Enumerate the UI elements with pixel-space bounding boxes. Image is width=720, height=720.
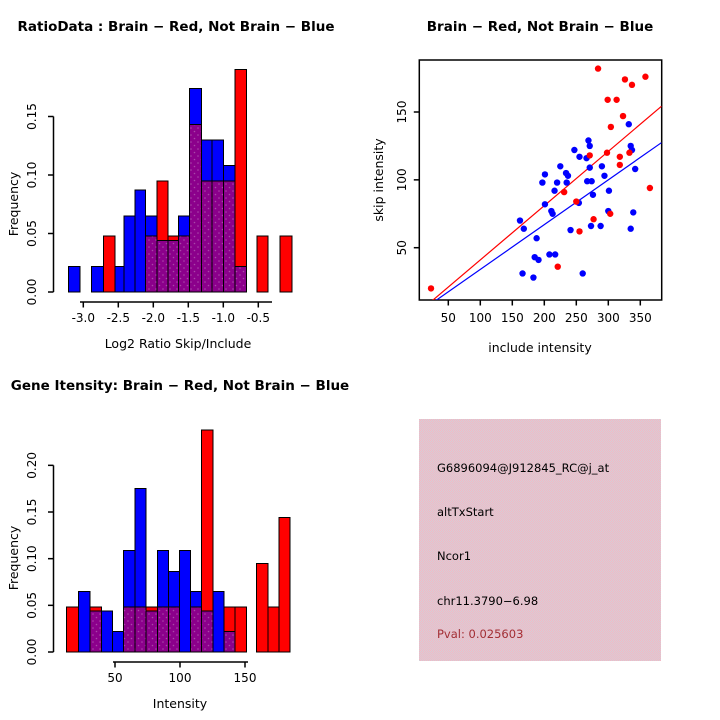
hist-bar-blue xyxy=(179,216,190,236)
hist-bar-overlap xyxy=(202,611,213,652)
blue-point xyxy=(585,137,591,143)
y-tick-label: 0.05 xyxy=(25,220,39,247)
hist-bar-overlap xyxy=(224,631,235,652)
red-point xyxy=(573,198,579,204)
hist-bar-overlap xyxy=(168,241,179,292)
blue-point xyxy=(549,211,555,217)
x-tick-label: -2.0 xyxy=(141,311,166,325)
hist-bar-blue xyxy=(179,550,190,652)
x-tick-label: 300 xyxy=(596,311,620,325)
blue-point xyxy=(588,223,594,229)
blue-point xyxy=(557,163,563,169)
scatter-points xyxy=(428,65,653,291)
histogram-bars xyxy=(67,430,291,652)
blue-point xyxy=(517,217,523,223)
red-point xyxy=(622,76,628,82)
locus-text: chr11.3790−6.98 xyxy=(437,594,539,608)
blue-point xyxy=(587,143,593,149)
hist-bar-overlap xyxy=(90,611,102,652)
x-tick-label: -0.5 xyxy=(246,311,271,325)
blue-point xyxy=(597,223,603,229)
hist-bar-overlap xyxy=(157,607,168,652)
x-tick-label: 350 xyxy=(628,311,652,325)
y-tick-label: 50 xyxy=(395,240,409,256)
hist-bar-overlap xyxy=(223,181,235,292)
blue-point xyxy=(539,179,545,185)
red-point xyxy=(613,97,619,103)
probe-id-text: G6896094@J912845_RC@j_at xyxy=(437,461,610,475)
hist-bar-blue xyxy=(135,190,146,292)
blue-point xyxy=(554,179,560,185)
x-tick-label: 150 xyxy=(500,311,524,325)
blue-point xyxy=(519,270,525,276)
x-tick-label: 50 xyxy=(107,671,123,685)
hist-bar-blue xyxy=(157,550,168,607)
hist-bar-blue xyxy=(146,216,157,236)
blue-point xyxy=(542,171,548,177)
red-point xyxy=(607,211,613,217)
gene-intensity-histogram-xlabel: Intensity xyxy=(152,696,208,711)
event-type-text: altTxStart xyxy=(437,505,494,519)
ratio-histogram-title: RatioData : Brain − Red, Not Brain − Blue xyxy=(17,19,335,35)
hist-bar-blue xyxy=(102,611,113,652)
hist-bar-overlap xyxy=(179,236,190,292)
y-tick-label: 0.00 xyxy=(25,278,39,306)
red-point xyxy=(604,97,610,103)
blue-point xyxy=(567,227,573,233)
blue-point xyxy=(564,179,570,185)
y-tick-label: 0.15 xyxy=(25,498,39,526)
hist-bar-red xyxy=(280,236,292,292)
hist-bar-blue xyxy=(213,591,224,652)
gene-intensity-histogram-plot xyxy=(0,360,360,720)
red-point xyxy=(617,162,623,168)
blue-point xyxy=(530,274,536,280)
hist-bar-red xyxy=(146,607,157,611)
fit-lines xyxy=(420,106,662,312)
y-tick-label: 0.10 xyxy=(25,545,39,573)
hist-bar-red xyxy=(257,563,268,652)
hist-bar-red xyxy=(67,607,79,652)
hist-bar-blue xyxy=(92,266,104,292)
blue-point xyxy=(606,188,612,194)
blue-point xyxy=(521,226,527,232)
hist-bar-overlap xyxy=(123,607,135,652)
x-tick-label: -3.0 xyxy=(71,311,96,325)
blue-point xyxy=(546,251,552,257)
red-point xyxy=(608,124,614,130)
hist-bar-blue xyxy=(115,266,124,292)
x-tick-label: 250 xyxy=(564,311,588,325)
hist-bar-overlap xyxy=(202,181,213,292)
hist-bar-blue xyxy=(191,591,202,607)
red-point xyxy=(595,65,601,71)
hist-bar-red xyxy=(90,607,102,611)
hist-bar-blue xyxy=(78,591,90,652)
hist-bar-overlap xyxy=(146,236,157,292)
hist-bar-red xyxy=(257,236,268,292)
x-tick-label: -2.5 xyxy=(106,311,131,325)
y-tick-label: 0.00 xyxy=(25,638,39,666)
hist-bar-blue xyxy=(123,550,135,607)
histogram-bars xyxy=(69,70,292,292)
hist-bar-red xyxy=(268,607,279,652)
blue-point xyxy=(571,147,577,153)
y-tick-label: 0.05 xyxy=(25,591,39,619)
blue-point xyxy=(601,173,607,179)
gene-intensity-histogram-title: Gene Itensity: Brain − Red, Not Brain − Blue xyxy=(10,378,350,394)
blue-point xyxy=(542,201,548,207)
hist-bar-overlap xyxy=(212,181,223,292)
blue-point xyxy=(588,178,594,184)
red-point xyxy=(647,185,653,191)
y-tick-label: 0.10 xyxy=(25,161,39,189)
red-point xyxy=(576,228,582,234)
hist-bar-overlap xyxy=(168,607,179,652)
blue-point xyxy=(533,235,539,241)
blue-point xyxy=(552,251,558,257)
ratio-histogram-plot xyxy=(0,0,360,360)
blue-point xyxy=(587,164,593,170)
x-tick-label: -1.0 xyxy=(211,311,236,325)
blue-point xyxy=(576,154,582,160)
gene-name-text: Ncor1 xyxy=(437,549,472,563)
hist-bar-red xyxy=(235,70,246,267)
hist-bar-red xyxy=(224,607,235,631)
hist-bar-red xyxy=(157,181,168,241)
y-tick-label: 0.20 xyxy=(25,451,39,479)
x-tick-label: 50 xyxy=(440,311,456,325)
blue-point xyxy=(628,226,634,232)
hist-bar-blue xyxy=(202,140,213,181)
gene-intensity-histogram-panel xyxy=(0,360,360,720)
gene-info-panel xyxy=(360,360,720,720)
intensity-scatter-plot xyxy=(360,0,720,360)
blue-fit-line xyxy=(420,143,662,312)
x-tick-label: 200 xyxy=(532,311,556,325)
hist-bar-overlap xyxy=(157,241,168,292)
blue-point xyxy=(535,257,541,263)
x-tick-label: -1.5 xyxy=(176,311,201,325)
blue-point xyxy=(626,121,632,127)
red-point xyxy=(620,113,626,119)
red-point xyxy=(561,189,567,195)
red-point xyxy=(590,216,596,222)
blue-point xyxy=(599,163,605,169)
intensity-scatter-panel xyxy=(360,0,720,360)
axes xyxy=(414,60,662,306)
intensity-scatter-xlabel: include intensity xyxy=(488,340,592,355)
red-point xyxy=(642,74,648,80)
blue-point xyxy=(580,270,586,276)
red-fit-line xyxy=(420,106,662,311)
x-tick-label: 100 xyxy=(168,671,192,685)
hist-bar-blue xyxy=(69,266,80,292)
hist-bar-red xyxy=(202,430,213,611)
red-point xyxy=(626,150,632,156)
ratio-histogram-ylabel: Frequency xyxy=(6,171,21,237)
ratio-histogram-panel xyxy=(0,0,360,360)
pval-text: Pval: 0.025603 xyxy=(437,627,524,641)
hist-bar-overlap xyxy=(146,611,157,652)
gene-info-box xyxy=(419,419,661,661)
red-point xyxy=(617,154,623,160)
blue-point xyxy=(590,192,596,198)
hist-bar-overlap xyxy=(191,607,202,652)
red-point xyxy=(555,263,561,269)
blue-point xyxy=(632,166,638,172)
gene-intensity-histogram-ylabel: Frequency xyxy=(6,525,21,591)
ratio-histogram-xlabel: Log2 Ratio Skip/Include xyxy=(104,336,252,351)
hist-bar-blue xyxy=(135,489,146,608)
hist-bar-blue xyxy=(124,216,135,292)
hist-bar-red xyxy=(104,236,115,292)
hist-bar-blue xyxy=(190,88,202,124)
blue-point xyxy=(565,173,571,179)
hist-bar-red xyxy=(279,518,290,652)
hist-bar-blue xyxy=(212,140,223,181)
red-point xyxy=(587,152,593,158)
red-point xyxy=(428,285,434,291)
hist-bar-red xyxy=(235,607,246,652)
hist-bar-blue xyxy=(113,631,124,652)
hist-bar-blue xyxy=(223,166,235,181)
red-point xyxy=(629,82,635,88)
y-tick-label: 150 xyxy=(395,100,409,124)
blue-point xyxy=(630,209,636,215)
hist-bar-red xyxy=(168,236,179,241)
intensity-scatter-title: Brain − Red, Not Brain − Blue xyxy=(426,19,654,35)
x-tick-label: 150 xyxy=(233,671,257,685)
y-tick-label: 0.15 xyxy=(25,103,39,130)
intensity-scatter-ylabel: skip intensity xyxy=(371,138,386,222)
y-tick-label: 100 xyxy=(395,168,409,192)
red-point xyxy=(604,150,610,156)
hist-bar-overlap xyxy=(135,607,146,652)
hist-bar-blue xyxy=(168,572,179,607)
hist-bar-overlap xyxy=(190,125,202,292)
x-tick-label: 100 xyxy=(468,311,492,325)
hist-bar-overlap xyxy=(235,266,246,292)
blue-point xyxy=(551,188,557,194)
